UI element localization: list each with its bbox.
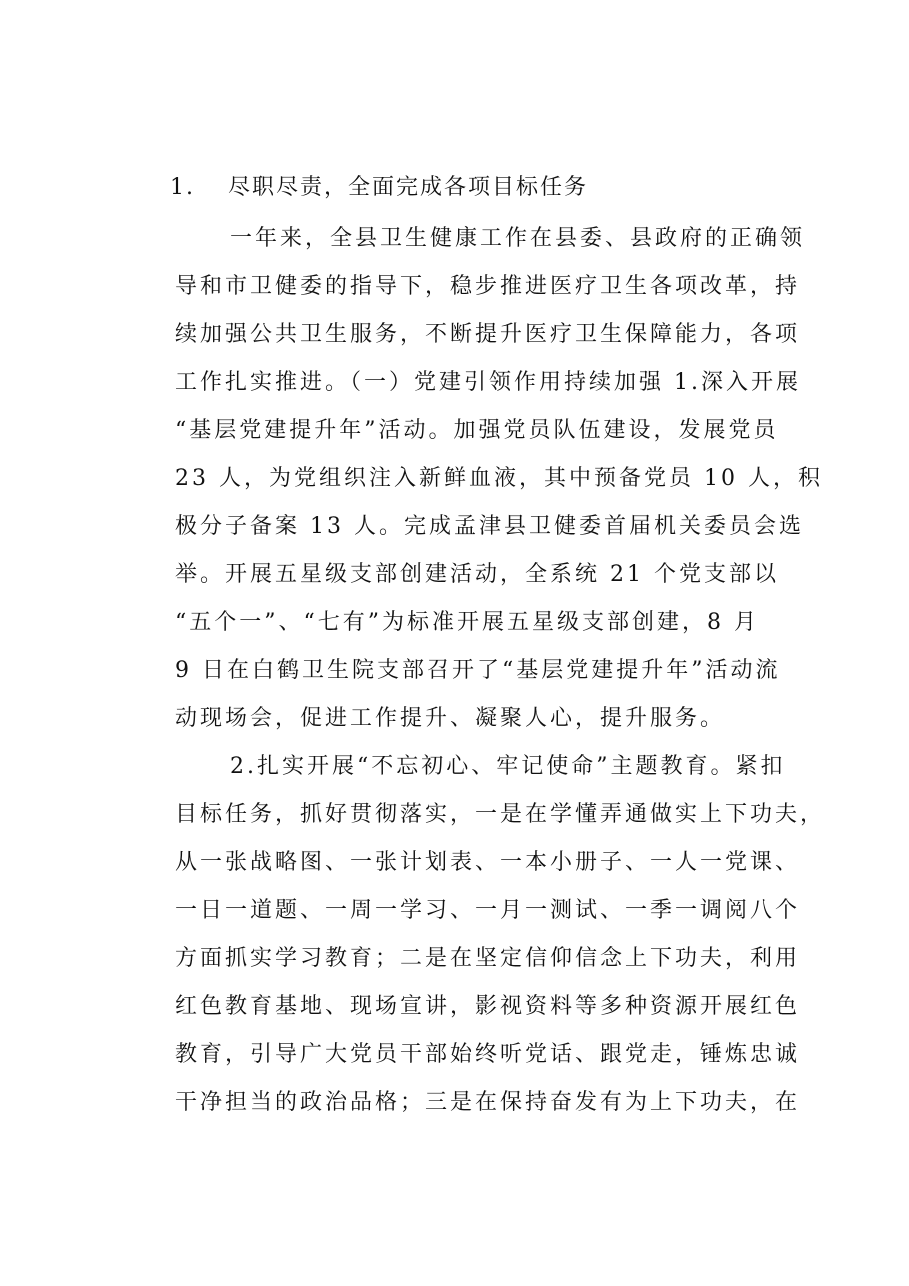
paragraph-line: 从一张战略图、一张计划表、一本小册子、一人一党课、 bbox=[175, 850, 801, 875]
paragraph-line: 目标任务，抓好贯彻落实，一是在学懂弄通做实上下功夫， bbox=[175, 802, 826, 827]
paragraph-line: 一日一道题、一周一学习、一月一测试、一季一调阅八个 bbox=[175, 898, 801, 923]
paragraph-line: 23 人，为党组织注入新鲜血液，其中预备党员 10 人，积 bbox=[175, 466, 823, 491]
paragraph-line: 动现场会，促进工作提升、凝聚人心，提升服务。 bbox=[175, 706, 726, 731]
paragraph-line: 工作扎实推进。（一）党建引领作用持续加强 1.深入开展 bbox=[175, 370, 801, 395]
paragraph-line: 续加强公共卫生服务，不断提升医疗卫生保障能力，各项 bbox=[175, 322, 801, 347]
paragraph-line: 2.扎实开展“不忘初心、牢记使命”主题教育。紧扣 bbox=[230, 754, 786, 779]
paragraph-line: 干净担当的政治品格；三是在保持奋发有为上下功夫，在 bbox=[175, 1090, 801, 1115]
paragraph-line: 举。开展五星级支部创建活动，全系统 21 个党支部以 bbox=[175, 562, 779, 587]
paragraph-line: 导和市卫健委的指导下，稳步推进医疗卫生各项改革，持 bbox=[175, 274, 801, 299]
paragraph-line: 方面抓实学习教育；二是在坚定信仰信念上下功夫，利用 bbox=[175, 946, 801, 971]
paragraph-line: 教育，引导广大党员干部始终听党话、跟党走，锤炼忠诚 bbox=[175, 1042, 801, 1067]
paragraph-line: “五个一”、“七有”为标准开展五星级支部创建，8 月 bbox=[175, 610, 759, 635]
paragraph-line: “基层党建提升年”活动。加强党员队伍建设，发展党员 bbox=[175, 418, 779, 443]
paragraph-line: 红色教育基地、现场宣讲，影视资料等多种资源开展红色 bbox=[175, 994, 801, 1019]
section-number: 1. bbox=[170, 175, 195, 200]
paragraph-line: 极分子备案 13 人。完成孟津县卫健委首届机关委员会选 bbox=[175, 514, 804, 539]
section-title: 尽职尽责，全面完成各项目标任务 bbox=[228, 175, 589, 200]
paragraph-line: 9 日在白鹤卫生院支部召开了“基层党建提升年”活动流 bbox=[175, 658, 781, 683]
section-heading bbox=[170, 170, 588, 201]
paragraph-line: 一年来，全县卫生健康工作在县委、县政府的正确领 bbox=[230, 226, 806, 251]
